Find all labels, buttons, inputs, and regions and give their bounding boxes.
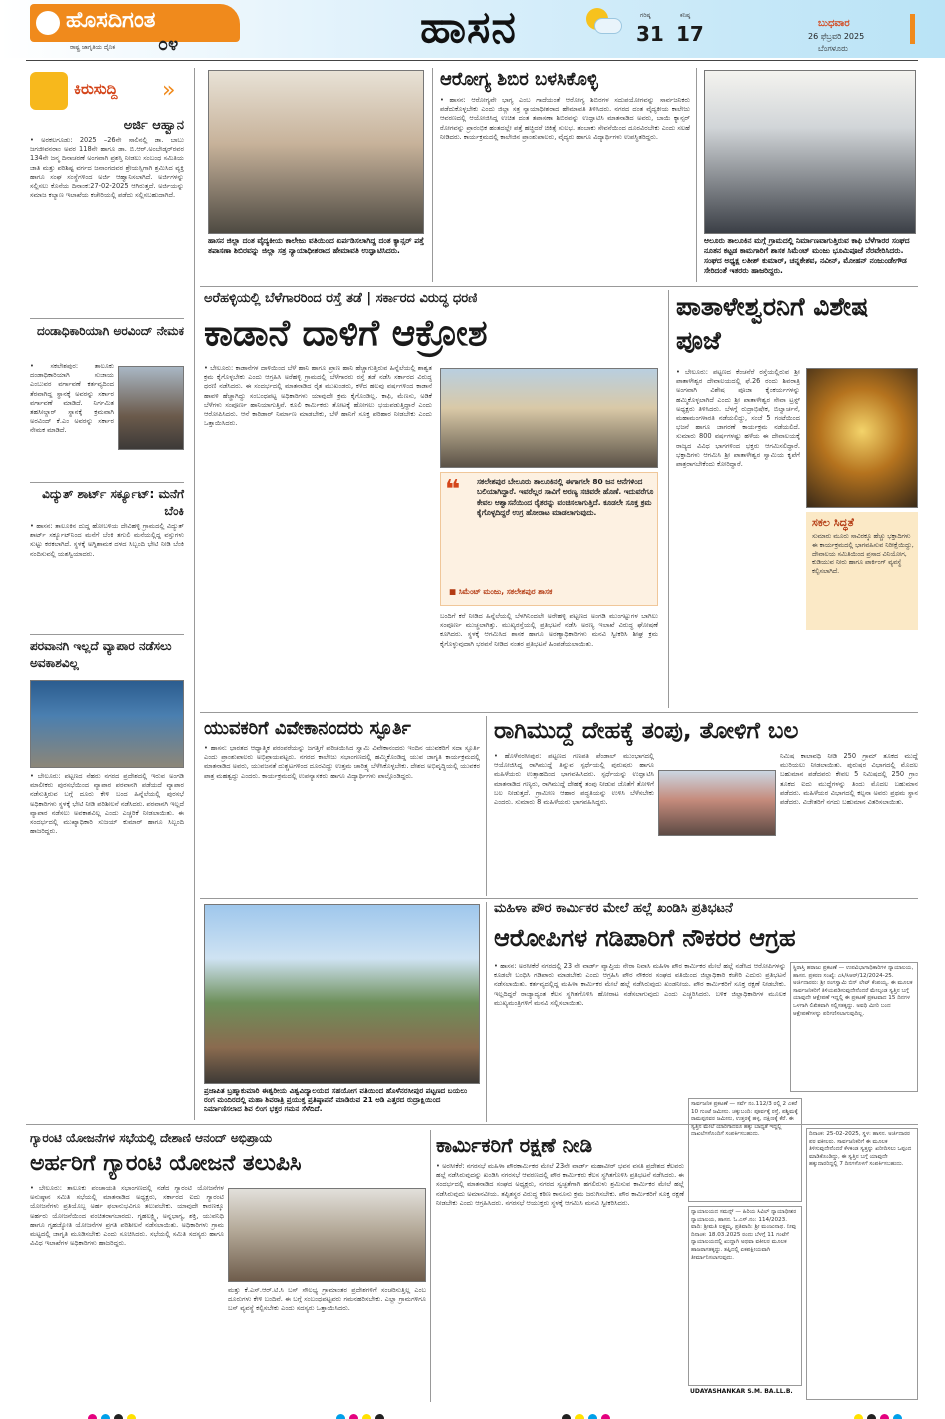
story-body: • ಹಾಸನ: ಅರಸೀಕೆರೆ ನಗರದಲ್ಲಿ 23 ನೇ ವಾರ್ಡ್ ವ್ಯಾಪ್ತಿಯ ನೇರಾ ನಿವಾಸಿ ಮಹಿಳಾ ಪೌರ ಕಾರ್ಮಿಕರ ಮೇಲೆ ಹಲ್ಲೆ ನಡೆಸಿದ ಆರೋಪಿಗಳನ್ನು ಕೂಡಲೇ ಬಂಧಿಸಿ ಗಡಿಪಾರು ಮಾಡಬೇಕು ಎಂದು ಆಗ್ರಹಿಸಿ ಪೌರ ನೌಕರರ ಸಂಘದ ವತಿಯಿಂದ ಜಿಲ್ಲಾಧಿಕಾರಿ ಕಚೇರಿ ಎದುರು ಪ್ರತಿಭಟನೆ ನಡೆಸಲಾಯಿತು. ಕರ್ತವ್ಯದಲ್ಲಿದ್ದ ಮಹಿಳಾ ಕಾರ್ಮಿಕರ ಮೇಲೆ ಹಲ್ಲೆ ನಡೆಸಿರುವುದು ಖಂಡನೀಯ. ಪೌರ ಕಾರ್ಮಿಕರಿಗೆ ಸೂಕ್ತ ರಕ್ಷಣೆ ನೀಡಬೇಕು. ಇಲ್ಲದಿದ್ದರೆ ರಾಜ್ಯಾದ್ಯಂತ ಕೆಲಸ ಸ್ಥಗಿತಗೊಳಿಸಿ ಹೋರಾಟ ನಡೆಸಲಾಗುವುದು ಎಂದು ಎಚ್ಚರಿಸಿದರು. ಬಳಿಕ ಜಿಲ್ಲಾಧಿಕಾರಿಗಳ ಮೂಲಕ ಮುಖ್ಯಮಂತ್ರಿಗಳಿಗೆ ಮನವಿ ಸಲ್ಲಿಸಲಾಯಿತು. [494, 962, 786, 1007]
protest-photo [440, 368, 658, 468]
kicker: ಗ್ಯಾರಂಟಿ ಯೋಜನೆಗಳ ಸಭೆಯಲ್ಲಿ ದೇಶಾಣಿ ಆನಂದ್ ಅಭಿಪ್ರಾಯ [30, 1131, 273, 1145]
lotus-icon [36, 11, 60, 35]
advocate-name: UDAYASHANKAR S.M. BA.LL.B. [690, 1388, 793, 1395]
story-body: ನಿಮಿಷ ಕಾಲಾವಧಿ ನೀಡಿ 250 ಗ್ರಾಮ್ ತೂಕದ ಮುದ್ದೆ ಮುರಿಯಲು ನೀಡಲಾಯಿತು. ಪುರುಷರ ವಿಭಾಗದಲ್ಲಿ ಮೊದಲ ಬಹುಮಾನ ಪಡೆದವರು ಕೇವಲ 5 ನಿಮಿಷದಲ್ಲಿ 250 ಗ್ರಾಂ ತೂಕದ ಐದು ಮುದ್ದೆಗಳನ್ನು ತಿಂದು ಮೊದಲ ಬಹುಮಾನ ಪಡೆದರು. ಮಹಿಳೆಯರ ವಿಭಾಗದಲ್ಲಿ ಕಲ್ಪನಾ ಅವರು ಪ್ರಥಮ ಸ್ಥಾನ ಪಡೆದರು. ವಿಜೇತರಿಗೆ ನಗದು ಬಹುಮಾನ ವಿತರಿಸಲಾಯಿತು. [780, 752, 918, 807]
logo-tagline: ರಾಷ್ಟ್ರ ಜಾಗೃತಿಯ ದೈನಿಕ [70, 44, 116, 51]
masthead-logo [30, 4, 240, 42]
story-body: • ಬೇಲೂರು: ತಾಲೂಕು ಪಂಚಾಯತಿ ಸಭಾಂಗಣದಲ್ಲಿ ನಡೆದ ಗ್ಯಾರಂಟಿ ಯೋಜನೆಗಳ ಅನುಷ್ಠಾನ ಸಮಿತಿ ಸಭೆಯಲ್ಲಿ ಮಾತನಾಡಿದ ಅಧ್ಯಕ್ಷರು, ಸರ್ಕಾರದ ಐದು ಗ್ಯಾರಂಟಿ ಯೋಜನೆಗಳು ಪ್ರತಿಯೊಬ್ಬ ಅರ್ಹ ಫಲಾನುಭವಿಗೂ ತಲುಪಬೇಕು. ಯಾವುದೇ ಕಾರಣಕ್ಕೂ ಅರ್ಹರು ಯೋಜನೆಯಿಂದ ವಂಚಿತರಾಗಬಾರದು. ಗೃಹಲಕ್ಷ್ಮಿ, ಅನ್ನಭಾಗ್ಯ, ಶಕ್ತಿ, ಯುವನಿಧಿ ಹಾಗೂ ಗೃಹಜ್ಯೋತಿ ಯೋಜನೆಗಳ ಪ್ರಗತಿ ಪರಿಶೀಲನೆ ನಡೆಸಲಾಯಿತು. ಅಧಿಕಾರಿಗಳು ಗ್ರಾಮ ಮಟ್ಟದಲ್ಲಿ ಜಾಗೃತಿ ಮೂಡಿಸಬೇಕು ಎಂದು ಸೂಚಿಸಿದರು. ಸಭೆಯಲ್ಲಿ ಸಮಿತಿ ಸದಸ್ಯರು ಹಾಗೂ ವಿವಿಧ ಇಲಾಖೆಗಳ ಅಧಿಕಾರಿಗಳು ಹಾಜರಿದ್ದರು. [30, 1184, 224, 1248]
color-registration-marks [334, 1408, 386, 1419]
story-body: • ಹೊಳೆನರಸೀಪುರ: ಪಟ್ಟಣದ ಗಣಪತಿ ಪೆಂಡಾಲ್ ಮುಂಭಾಗದಲ್ಲಿ ಆಯೋಜಿಸಿದ್ದ ರಾಗಿಮುದ್ದೆ ತಿನ್ನುವ ಸ್ಪರ್ಧೆಯಲ್ಲಿ ಪುರುಷರು ಹಾಗೂ ಮಹಿಳೆಯರು ಉತ್ಸಾಹದಿಂದ ಭಾಗವಹಿಸಿದರು. ಸ್ಪರ್ಧೆಯನ್ನು ಉದ್ಘಾಟಿಸಿ ಮಾತನಾಡಿದ ಗಣ್ಯರು, ರಾಗಿಮುದ್ದೆ ದೇಹಕ್ಕೆ ತಂಪು ನೀಡುವ ಜೊತೆಗೆ ತೋಳಿಗೆ ಬಲ ನೀಡುತ್ತದೆ. ಗ್ರಾಮೀಣ ಆಹಾರ ಪದ್ಧತಿಯನ್ನು ಉಳಿಸಿ ಬೆಳೆಸಬೇಕು ಎಂದರು. ಸುಮಾರು 8 ಮಹಿಳೆಯರು ಭಾಗವಹಿಸಿದ್ದರು. [494, 752, 654, 807]
portrait-photo [118, 366, 184, 450]
quote-author: ■ ಸಿಮೆಂಟ್ ಮಂಜು, ಸಕಲೇಶಪುರ ಶಾಸಕ [449, 587, 553, 596]
section-divider [200, 898, 918, 899]
story-title: ದಂಡಾಧಿಕಾರಿಯಾಗಿ ಅರವಿಂದ್ ನೇಮಕ [36, 324, 184, 338]
shop-photo [30, 680, 184, 768]
headline: ಯುವಕರಿಗೆ ವಿವೇಕಾನಂದರು ಸ್ಫೂರ್ತಿ [204, 718, 411, 739]
divider [30, 318, 184, 319]
section-title: ಹಾಸನ [420, 2, 517, 53]
story-body: ಮತ್ತು ಕೆ.ಎಸ್.ಆರ್.ಟಿ.ಸಿ ಬಸ್ ಸೌಲಭ್ಯ ಗ್ರಾಮಾಂತರ ಪ್ರದೇಶಗಳಿಗೆ ಸಂಚರಿಸುತ್ತಿಲ್ಲ ಎಂಬ ದೂರುಗಳು ಕೇಳಿ ಬಂದಿವೆ. ಈ ಬಗ್ಗೆ ಸಂಬಂಧಪಟ್ಟವರು ಗಮನಹರಿಸಬೇಕು. ಎಲ್ಲಾ ಗ್ರಾಮಗಳಿಗೂ ಬಸ್ ವ್ಯವಸ್ಥೆ ಕಲ್ಪಿಸಬೇಕು ಎಂದು ಸದಸ್ಯರು ಒತ್ತಾಯಿಸಿದರು. [228, 1286, 426, 1313]
column-divider [486, 716, 487, 896]
column-divider [486, 902, 487, 1122]
story-body: • ಹಾಸನ: ಭಾರತದ ಆಧ್ಯಾತ್ಮಿಕ ಪರಂಪರೆಯನ್ನು ಜಗತ್ತಿಗೆ ಪರಿಚಯಿಸಿದ ಸ್ವಾಮಿ ವಿವೇಕಾನಂದರು ಇಂದಿನ ಯುವಕರಿಗೆ ಸದಾ ಸ್ಫೂರ್ತಿ ಎಂದು ಪ್ರಾಂಶುಪಾಲರು ಅಭಿಪ್ರಾಯಪಟ್ಟರು. ನಗರದ ಕಾಲೇಜು ಸಭಾಂಗಣದಲ್ಲಿ ಹಮ್ಮಿಕೊಂಡಿದ್ದ ಯುವ ಜಾಗೃತಿ ಕಾರ್ಯಕ್ರಮದಲ್ಲಿ ಮಾತನಾಡಿದ ಅವರು, ಯುವಜನತೆ ದುಶ್ಚಟಗಳಿಂದ ದೂರವಿದ್ದು ಉತ್ತಮ ಚಾರಿತ್ರ್ಯ ಬೆಳೆಸಿಕೊಳ್ಳಬೇಕು. ದೇಶದ ಅಭಿವೃದ್ಧಿಯಲ್ಲಿ ಯುವಕರ ಪಾತ್ರ ಮಹತ್ವದ್ದು ಎಂದರು. ಕಾರ್ಯಕ್ರಮದಲ್ಲಿ ಉಪನ್ಯಾಸಕರು ಹಾಗೂ ವಿದ್ಯಾರ್ಥಿಗಳು ಪಾಲ್ಗೊಂಡಿದ್ದರು. [204, 744, 480, 780]
weather-icon [582, 8, 622, 38]
section-divider [200, 712, 918, 713]
temp-max: 31 [636, 22, 664, 46]
kirusuddi-badge [30, 68, 184, 112]
date-label: 26 ಫೆಬ್ರವರಿ 2025 [808, 32, 865, 41]
column-divider [194, 68, 195, 1120]
story-body: • ಹಾಸನ: ತಾಲೂಕಿನ ದುದ್ದ ಹೋಬಳಿಯ ದೇವಿಹಳ್ಳಿ ಗ್ರಾಮದಲ್ಲಿ ವಿದ್ಯುತ್ ಶಾರ್ಟ್ ಸರ್ಕ್ಯೂಟ್‌ನಿಂದ ಮನೆಗೆ ಬೆಂಕಿ ತಗುಲಿ ಮನೆಯಲ್ಲಿದ್ದ ವಸ್ತುಗಳು ಸುಟ್ಟು ಕರಕಲಾಗಿದೆ. ಸ್ಥಳಕ್ಕೆ ಅಗ್ನಿಶಾಮಕ ದಳದ ಸಿಬ್ಬಂದಿ ಭೇಟಿ ನೀಡಿ ಬೆಂಕಿ ನಂದಿಸುವಲ್ಲಿ ಯಶಸ್ವಿಯಾದರು. [30, 522, 184, 558]
divider [30, 482, 184, 483]
headline: ಕಾಡಾನೆ ದಾಳಿಗೆ ಆಕ್ರೋಶ [204, 313, 488, 354]
kicker: ಮಹಿಳಾ ಪೌರ ಕಾರ್ಮಿಕರ ಮೇಲೆ ಹಲ್ಲೆ ಖಂಡಿಸಿ ಪ್ರತಿಭಟನೆ [494, 901, 733, 916]
story-body: • ಅರಸೀಕೆರೆ: ನಗರಸಭೆ ಮಹಿಳಾ ಪೌರಕಾರ್ಮಿಕರ ಮೇಲೆ 23ನೇ ವಾರ್ಡ್ ಮಹಾವೀರ್ ಭವನ ವಸತಿ ಪ್ರದೇಶದ ಕೆಲವರು ಹಲ್ಲೆ ನಡೆಸಿರುವುದನ್ನು ಖಂಡಿಸಿ ನಗರಸಭೆ ಆವರಣದಲ್ಲಿ ಪೌರ ಕಾರ್ಮಿಕರು ಕೆಲಸ ಸ್ಥಗಿತಗೊಳಿಸಿ ಪ್ರತಿಭಟನೆ ನಡೆಸಿದರು. ಈ ಸಂದರ್ಭದಲ್ಲಿ ಮಾತನಾಡಿದ ಸಂಘದ ಅಧ್ಯಕ್ಷರು, ನಗರದ ಸ್ವಚ್ಛತೆಗಾಗಿ ಹಗಲಿರುಳು ಶ್ರಮಿಸುವ ಕಾರ್ಮಿಕರ ಮೇಲೆ ಹಲ್ಲೆ ನಡೆಸಿರುವುದು ಅಮಾನವೀಯ. ತಪ್ಪಿತಸ್ಥರ ವಿರುದ್ಧ ಕಠಿಣ ಕಾನೂನು ಕ್ರಮ ಜರುಗಿಸಬೇಕು. ಪೌರ ಕಾರ್ಮಿಕರಿಗೆ ಸೂಕ್ತ ರಕ್ಷಣೆ ನೀಡಬೇಕು ಎಂದು ಆಗ್ರಹಿಸಿದರು. ನಗರಸಭೆ ಆಯುಕ್ತರು ಸ್ಥಳಕ್ಕೆ ಆಗಮಿಸಿ ಮನವಿ ಸ್ವೀಕರಿಸಿದರು. [436, 1162, 684, 1207]
masthead-rule [26, 60, 918, 61]
kirusuddi-label: ಕಿರುಸುದ್ದಿ [74, 80, 118, 98]
shivalinga-photo [204, 904, 480, 1084]
story-title: ವಿದ್ಯುತ್ ಶಾರ್ಟ್ ಸರ್ಕ್ಯೂಟ್: ಮನೆಗೆ ಬೆಂಕಿ [42, 487, 184, 518]
headline: ಆರೋಪಿಗಳ ಗಡಿಪಾರಿಗೆ ನೌಕರರ ಆಗ್ರಹ [494, 924, 796, 952]
story-body: • ಬೇಲೂರು: ಕಾಡಾನೆಗಳ ದಾಳಿಯಿಂದ ಬೆಳೆ ಹಾನಿ ಹಾಗೂ ಪ್ರಾಣ ಹಾನಿ ಹೆಚ್ಚಾಗುತ್ತಿರುವ ಹಿನ್ನೆಲೆಯಲ್ಲಿ ಶಾಶ್ವತ ಕ್ರಮ ಕೈಗೊಳ್ಳಬೇಕು ಎಂದು ಆಗ್ರಹಿಸಿ ಅರೆಹಳ್ಳಿ ಗ್ರಾಮದಲ್ಲಿ ಬೆಳೆಗಾರರು ರಸ್ತೆ ತಡೆ ನಡೆಸಿ ಸರ್ಕಾರದ ವಿರುದ್ಧ ಧರಣಿ ನಡೆಸಿದರು. ಈ ಸಂದರ್ಭದಲ್ಲಿ ಮಾತನಾಡಿದ ರೈತ ಮುಖಂಡರು, ಕಳೆದ ಹಲವು ವರ್ಷಗಳಿಂದ ಕಾಡಾನೆ ಹಾವಳಿ ಹೆಚ್ಚಾಗಿದ್ದು ಸಂಬಂಧಪಟ್ಟ ಅಧಿಕಾರಿಗಳು ಯಾವುದೇ ಕ್ರಮ ಕೈಗೊಂಡಿಲ್ಲ. ಕಾಫಿ, ಮೆಣಸು, ಅಡಿಕೆ ಬೆಳೆಗಳು ಸಂಪೂರ್ಣ ಹಾನಿಯಾಗುತ್ತಿವೆ. ಕೂಲಿ ಕಾರ್ಮಿಕರು ತೋಟಕ್ಕೆ ಹೋಗಲು ಭಯಪಡುತ್ತಿದ್ದಾರೆ ಎಂದು ಆರೋಪಿಸಿದರು. ಆನೆ ಕಾರಿಡಾರ್ ನಿರ್ಮಾಣ ಮಾಡಬೇಕು, ಬೆಳೆ ಹಾನಿಗೆ ಸೂಕ್ತ ಪರಿಹಾರ ನೀಡಬೇಕು ಎಂದು ಒತ್ತಾಯಿಸಿದರು. [204, 364, 432, 428]
column-divider [432, 68, 433, 282]
side-box-title: ಸಕಲ ಸಿದ್ಧತೆ [812, 516, 854, 529]
color-registration-marks [560, 1408, 612, 1419]
classified-notice: ದಿನಾಂಕ: 25-02-2025, ಸ್ಥಳ: ಹಾಸನ. ಅರ್ಜಿದಾರರ ಪರ ವಕೀಲರು. ಸಾರ್ವಜನಿಕರಿಗೆ ಈ ಮೂಲಕ ತಿಳಿಸುವುದೇನೆಂದರೆ ಕೆಳಕಂಡ ಸ್ವತ್ತನ್ನು ಖರೀದಿಸಲು ಒಪ್ಪಂದ ಮಾಡಿಕೊಂಡಿದ್ದು, ಈ ಸ್ವತ್ತಿನ ಬಗ್ಗೆ ಯಾವುದೇ ಹಕ್ಕುದಾರರಿದ್ದಲ್ಲಿ 7 ದಿನಗಳೊಳಗೆ ಸಂಪರ್ಕಿಸಬಹುದು. [806, 1128, 918, 1400]
masthead-accent-bar [910, 14, 915, 44]
dental-camp-photo [208, 70, 424, 234]
color-registration-marks [852, 1408, 904, 1419]
divider [30, 634, 184, 635]
quote-icon: ❝ [445, 475, 461, 505]
logo-text: ಹೊಸದಿಗಂತ [66, 8, 156, 33]
city-label: ಬೆಂಗಳೂರು [818, 44, 848, 53]
temp-max-label: ಗರಿಷ್ಠ [640, 12, 651, 19]
meeting-photo [228, 1188, 426, 1282]
eating-contest-photo [658, 770, 776, 836]
color-registration-marks [86, 1408, 138, 1419]
section-divider [200, 286, 918, 287]
column-divider [430, 1130, 431, 1402]
headline: ಅರ್ಹರಿಗೆ ಗ್ಯಾರಂಟಿ ಯೋಜನೆ ತಲುಪಿಸಿ [30, 1151, 302, 1176]
photo-caption: ಆಲೂರು ತಾಲೂಕಿನ ಮಗ್ಗೆ ಗ್ರಾಮದಲ್ಲಿ ನಿರ್ಮಾಣವಾಗುತ್ತಿರುವ ಕಾಫಿ ಬೆಳೆಗಾರರ ಸಂಘದ ನೂತನ ಕಟ್ಟಡ ಕಾಮಗಾರಿಗೆ ಶಾಸಕ ಸಿಮೆಂಟ್ ಮಂಜು ಭೂಮಿಪೂಜೆ ನೆರವೇರಿಸಿದರು. ಸಂಘದ ಅಧ್ಯಕ್ಷ ಲತೀಶ್ ಕುಮಾರ್, ಚನ್ನಕೇಶವ, ನವೀನ್, ಮೋಹನ್ ನಂಜುಂಡೇಗೌಡ ಸೇರಿದಂತೆ ಇತರರು ಹಾಜರಿದ್ದರು. [704, 236, 910, 275]
groundbreaking-photo [704, 70, 916, 234]
classified-notice: ಸಾರ್ವಜನಿಕ ಪ್ರಕಟಣೆ — ಸರ್ವೆ ನಂ.112/3 ರಲ್ಲಿ 2 ಎಕರೆ 10 ಗುಂಟೆ ಜಮೀನು. ಚಕ್ಕುಬಂದಿ: ಪೂರ್ವಕ್ಕೆ ರಸ್ತೆ, ಪಶ್ಚಿಮಕ್ಕೆ ರಾಮಪ್ಪನವರ ಜಮೀನು, ಉತ್ತರಕ್ಕೆ ಹಳ್ಳ, ದಕ್ಷಿಣಕ್ಕೆ ಕೆರೆ. ಈ ಸ್ವತ್ತಿನ ಮೇಲೆ ಯಾರಿಗಾದರೂ ಹಕ್ಕು ಬಾಧ್ಯತೆ ಇದ್ದಲ್ಲಿ ದಾಖಲೆಗಳೊಂದಿಗೆ ಸಂಪರ್ಕಿಸಬಹುದು. [688, 1098, 802, 1202]
story-body: • ಬೇಲೂರು: ಪಟ್ಟಣದ ಕೆಂಚನೆರೆ ರಸ್ತೆಯಲ್ಲಿರುವ ಶ್ರೀ ಪಾತಾಳೇಶ್ವರ ದೇವಾಲಯದಲ್ಲಿ ಫೆ.26 ರಂದು ಶಿವರಾತ್ರಿ ಅಂಗವಾಗಿ ವಿಶೇಷ ಪೂಜಾ ಕೈಂಕರ್ಯಗಳನ್ನು ಹಮ್ಮಿಕೊಳ್ಳಲಾಗಿದೆ ಎಂದು ಶ್ರೀ ಪಾತಾಳೇಶ್ವರ ಸೇವಾ ಟ್ರಸ್ಟ್ ಅಧ್ಯಕ್ಷರು ತಿಳಿಸಿದರು. ಬೆಳಗ್ಗೆ ರುದ್ರಾಭಿಷೇಕ, ಬಿಲ್ವಾರ್ಚನೆ, ಮಹಾಮಂಗಳಾರತಿ ನಡೆಯಲಿದ್ದು, ಸಂಜೆ 5 ಗಂಟೆಯಿಂದ ಭಜನೆ ಹಾಗೂ ಜಾಗರಣೆ ಕಾರ್ಯಕ್ರಮ ನಡೆಯಲಿದೆ. ಸುಮಾರು 800 ವರ್ಷಗಳಷ್ಟು ಹಳೆಯ ಈ ದೇವಾಲಯಕ್ಕೆ ರಾಜ್ಯದ ವಿವಿಧ ಭಾಗಗಳಿಂದ ಭಕ್ತರು ಆಗಮಿಸಲಿದ್ದಾರೆ. ಭಕ್ತಾದಿಗಳು ಆಗಮಿಸಿ ಶ್ರೀ ಪಾತಾಳೇಶ್ವರ ಸ್ವಾಮಿಯ ಕೃಪೆಗೆ ಪಾತ್ರರಾಗಬೇಕೆಂದು ಕೋರಿದ್ದಾರೆ. [676, 368, 800, 469]
story-title: ಪರವಾನಗಿ ಇಲ್ಲದೆ ವ್ಯಾಪಾರ ನಡೆಸಲು ಅವಕಾಶವಿಲ್ಲ [30, 639, 172, 670]
temp-min-label: ಕನಿಷ್ಠ [680, 12, 691, 19]
headline: ಪಾತಾಳೇಶ್ವರನಿಗೆ ವಿಶೇಷ ಪೂಜೆ [676, 292, 869, 355]
kicker: ಅರೆಹಳ್ಳಿಯಲ್ಲಿ ಬೆಳೆಗಾರರಿಂದ ರಸ್ತೆ ತಡೆ | ಸರ್ಕಾರದ ವಿರುದ್ಧ ಧರಣಿ [204, 291, 478, 306]
side-box [806, 512, 918, 630]
story-body: ಬಂದಿಗೆ ಕರೆ ನೀಡಿದ ಹಿನ್ನೆಲೆಯಲ್ಲಿ ಬೆಳಗಿನಿಂದಲೇ ಅರೇಹಳ್ಳಿ ಪಟ್ಟಣದ ಅಂಗಡಿ ಮುಂಗಟ್ಟುಗಳ ಬಾಗಿಲು ಸಂಪೂರ್ಣ ಮುಚ್ಚಲಾಗಿತ್ತು. ಮುಖ್ಯರಸ್ತೆಯಲ್ಲಿ ಪ್ರತಿಭಟನೆ ನಡೆಸಿ ಅರಣ್ಯ ಇಲಾಖೆ ವಿರುದ್ಧ ಘೋಷಣೆ ಕೂಗಿದರು. ಸ್ಥಳಕ್ಕೆ ಆಗಮಿಸಿದ ಶಾಸಕ ಹಾಗೂ ಅರಣ್ಯಾಧಿಕಾರಿಗಳು ಮನವಿ ಸ್ವೀಕರಿಸಿ ಶೀಘ್ರ ಕ್ರಮ ಕೈಗೊಳ್ಳುವುದಾಗಿ ಭರವಸೆ ನೀಡಿದ ನಂತರ ಪ್ರತಿಭಟನೆ ಹಿಂಪಡೆಯಲಾಯಿತು. [440, 612, 658, 648]
photo-caption: ಪ್ರಜಾಪಿತ ಬ್ರಹ್ಮಾಕುಮಾರಿ ಈಶ್ವರೀಯ ವಿಶ್ವವಿದ್ಯಾಲಯದ ಸಹಯೋಗ ವತಿಯಿಂದ ಹೊಳೆನರಸೀಪುರ ಪಟ್ಟಣದ ಬಯಲು ರಂಗ ಮಂದಿರದಲ್ಲಿ ಮಹಾ ಶಿವರಾತ್ರಿ ಪ್ರಯುಕ್ತ ಪ್ರತಿಷ್ಠಾಪನೆ ಮಾಡಿರುವ 21 ಅಡಿ ಎತ್ತರದ ರುದ್ರಾಕ್ಷಿಯಿಂದ ನಿರ್ಮಾಣಿಸಲಾದ ಶಿವ ಲಿಂಗ ಭಕ್ತರ ಗಮನ ಸೆಳೆದಿದೆ. [204, 1086, 468, 1113]
story-body: • ಸಕಲೇಶಪುರ: ತಾಲೂಕು ದಂಡಾಧಿಕಾರಿಯಾಗಿ ಸುಜಾಯ ಎಂಬುವರ ವರ್ಗಾವಣೆ ಕರ್ತವ್ಯದಿಂದ ತೆರವಾಗಿದ್ದ ಸ್ಥಾನಕ್ಕೆ ಅವರನ್ನು ಸರ್ಕಾರ ವರ್ಗಾವಣೆ ಮಾಡಿದೆ. ನಿರ್ಗಮಿತ ತಹಸೀಲ್ದಾರ್ ಸ್ಥಾನಕ್ಕೆ ಕ್ರಮವಾಗಿ ಅರವಿಂದ್ ಕೆ.ಎಂ ಅವರನ್ನು ಸರ್ಕಾರ ನೇಮಕ ಮಾಡಿದೆ. [30, 362, 114, 435]
temp-min: 17 [676, 22, 704, 46]
story-body: • ಬೇಲೂರು: ಪಟ್ಟಣದ ನೆಹರು ನಗರದ ಪ್ರದೇಶದಲ್ಲಿ ಇರುವ ಅಂಗಡಿ ಮಾಲೀಕರು ಪುರಸಭೆಯಿಂದ ವ್ಯಾಪಾರ ಪರವಾನಗಿ ಪಡೆಯದೆ ವ್ಯಾಪಾರ ನಡೆಸುತ್ತಿರುವ ಬಗ್ಗೆ ದೂರು ಕೇಳಿ ಬಂದ ಹಿನ್ನೆಲೆಯಲ್ಲಿ ಪುರಸಭೆ ಅಧಿಕಾರಿಗಳು ಸ್ಥಳಕ್ಕೆ ಭೇಟಿ ನೀಡಿ ಪರಿಶೀಲನೆ ನಡೆಸಿದರು. ಪರವಾನಗಿ ಇಲ್ಲದೆ ವ್ಯಾಪಾರ ನಡೆಸಲು ಅವಕಾಶವಿಲ್ಲ ಎಂದು ಎಚ್ಚರಿಕೆ ನೀಡಲಾಯಿತು. ಈ ಸಂದರ್ಭದಲ್ಲಿ ಮುಖ್ಯಾಧಿಕಾರಿ ಸುಜಯ್ ಕುಮಾರ್ ಹಾಗೂ ಸಿಬ್ಬಂದಿ ಹಾಜರಿದ್ದರು. [30, 772, 184, 836]
quote-text: ಸಕಲೇಶಪುರ ಬೇಲೂರು ತಾಲೂಕಿನಲ್ಲಿ ಈಗಾಗಲೇ 80 ಜನ ಆನೆಗಳಿಂದ ಬಲಿಯಾಗಿದ್ದಾರೆ. ಇವರೆಲ್ಲರ ಸಾವಿಗೆ ಅರಣ್ಯ ಸಚಿವರೇ ಹೊಣೆ. ಇದುವರೆಗೂ ಕೇವಲ ಆಶ್ವಾಸನೆಯಿಂದ ರೈತರನ್ನು ವಂಚಿಸಲಾಗುತ್ತಿದೆ. ಕೂಡಲೇ ಸೂಕ್ತ ಕ್ರಮ ಕೈಗೊಳ್ಳದಿದ್ದರೆ ಉಗ್ರ ಹೋರಾಟ ಮಾಡಲಾಗುವುದು. [477, 477, 654, 518]
side-box-body: ಸುಮಾರು ಮೂರು ಸಾವಿರಕ್ಕೂ ಹೆಚ್ಚು ಭಕ್ತಾದಿಗಳು ಈ ಕಾರ್ಯಕ್ರಮದಲ್ಲಿ ಭಾಗವಹಿಸುವ ನಿರೀಕ್ಷೆಯಿದ್ದು, ದೇವಾಲಯ ಸಮಿತಿಯಿಂದ ಪ್ರಸಾದ ವಿನಿಯೋಗ, ಕುಡಿಯುವ ನೀರು ಹಾಗೂ ಪಾರ್ಕಿಂಗ್ ವ್ಯವಸ್ಥೆ ಕಲ್ಪಿಸಲಾಗಿದೆ. [812, 532, 914, 576]
pull-quote [440, 472, 658, 606]
column-divider [668, 290, 669, 708]
column-divider [696, 68, 697, 282]
photo-caption: ಹಾಸನ ಜಿಲ್ಲಾ ದಂತ ವೈದ್ಯಕೀಯ ಕಾಲೇಜು ವತಿಯಿಂದ ಏರ್ಪಡಿಸಲಾಗಿದ್ದ ದಂತ ಕ್ಯಾನ್ಸರ್ ಪತ್ತೆ ತಪಾಸಣಾ ಶಿಬಿರವನ್ನು ಜಿಲ್ಲಾ ಸತ್ರ ನ್ಯಾಯಾಧೀಶರಾದ ಹೇಮಾವತಿ ಉದ್ಘಾಟಿಸಿದರು. [208, 236, 424, 255]
classified-notice: ನ್ಯಾಯಾಲಯದ ಸಮನ್ಸ್ — ಹಿರಿಯ ಸಿವಿಲ್ ನ್ಯಾಯಾಧೀಶರ ನ್ಯಾಯಾಲಯ, ಹಾಸನ. ಓ.ಎಸ್.ನಂ: 114/2023. ವಾದಿ: ಶ್ರೀಮತಿ ಲಕ್ಷ್ಮಮ್ಮ. ಪ್ರತಿವಾದಿ: ಶ್ರೀ ಮಂಜುನಾಥ. ನೀವು ದಿನಾಂಕ: 18.03.2025 ರಂದು ಬೆಳಗ್ಗೆ 11 ಗಂಟೆಗೆ ನ್ಯಾಯಾಲಯದಲ್ಲಿ ಖುದ್ದಾಗಿ ಅಥವಾ ವಕೀಲರ ಮೂಲಕ ಹಾಜರಾಗತಕ್ಕದ್ದು. ತಪ್ಪಿದಲ್ಲಿ ಏಕಪಕ್ಷೀಯವಾಗಿ ತೀರ್ಮಾನಿಸಲಾಗುವುದು. [688, 1206, 802, 1386]
chevron-right-icon: » [162, 78, 176, 103]
page-number: ೦೪ [158, 34, 179, 55]
story-title: ಅರ್ಜಿ ಆಹ್ವಾನ [123, 118, 184, 133]
story-body: • ಅರಕಲಗೂಡು: 2025 –26ನೇ ಸಾಲಿನಲ್ಲಿ ಡಾ. ಬಾಬು ಜಗಜೀವನರಾಂ ಅವರ 118ನೇ ಹಾಗೂ ಡಾ. ಬಿ.ಆರ್.ಅಂಬೇಡ್ಕರ್‌ರವರ 134ನೇ ಜನ್ಮ ದಿನಾಚರಣೆ ಅಂಗವಾಗಿ ಪ್ರಶಸ್ತಿ ನೀಡಲು ಸಂಬಂಧ ಸಮಿತಿಯ ಜಾತಿ ಮತ್ತು ಪರಿಶಿಷ್ಟ ವರ್ಗದ ಜನಾಂಗದವರ ಶ್ರೇಯಸ್ಸಿಗಾಗಿ ಶ್ರಮಿಸಿದ ವ್ಯಕ್ತಿ ಹಾಗೂ ಸಂಘ ಸಂಸ್ಥೆಗಳಿಂದ ಅರ್ಜಿ ಆಹ್ವಾನಿಸಲಾಗಿದೆ. ಅರ್ಜಿಗಳನ್ನು ಸಲ್ಲಿಸಲು ಕೊನೆಯ ದಿನಾಂಕ:27-02-2025 ಆಗಿರುತ್ತದೆ. ಅರ್ಜಿಯನ್ನು ಸಮಾಜ ಕಲ್ಯಾಣ ಇಲಾಖೆಯ ಕಚೇರಿಯಲ್ಲಿ ಪಡೆದು ಸಲ್ಲಿಸಬಹುದಾಗಿದೆ. [30, 136, 184, 200]
headline: ಆರೋಗ್ಯ ಶಿಬಿರ ಬಳಸಿಕೊಳ್ಳಿ [440, 69, 598, 90]
story-body: • ಹಾಸನ: ಆರೋಗ್ಯವೇ ಭಾಗ್ಯ ಎಂಬ ಗಾದೆಯಂತೆ ಆರೋಗ್ಯ ಶಿಬಿರಗಳ ಸದುಪಯೋಗವನ್ನು ಸಾರ್ವಜನಿಕರು ಪಡೆದುಕೊಳ್ಳಬೇಕು ಎಂದು ಜಿಲ್ಲಾ ಸತ್ರ ನ್ಯಾಯಾಧೀಶರಾದ ಹೇಮಾವತಿ ತಿಳಿಸಿದರು. ನಗರದ ದಂತ ವೈದ್ಯಕೀಯ ಕಾಲೇಜು ಆವರಣದಲ್ಲಿ ಆಯೋಜಿಸಿದ್ದ ಉಚಿತ ದಂತ ತಪಾಸಣಾ ಶಿಬಿರವನ್ನು ಉದ್ಘಾಟಿಸಿ ಮಾತನಾಡಿದ ಅವರು, ಬಾಯಿ ಕ್ಯಾನ್ಸರ್ ರೋಗವನ್ನು ಪ್ರಾರಂಭಿಕ ಹಂತದಲ್ಲೇ ಪತ್ತೆ ಹಚ್ಚಿದರೆ ಚಿಕಿತ್ಸೆ ಸುಲಭ. ತಂಬಾಕು ಸೇವನೆಯಿಂದ ದೂರವಿರಬೇಕು ಎಂದು ಸಲಹೆ ನೀಡಿದರು. ಕಾರ್ಯಕ್ರಮದಲ್ಲಿ ಕಾಲೇಜಿನ ಪ್ರಾಂಶುಪಾಲರು, ವೈದ್ಯರು ಹಾಗೂ ವಿದ್ಯಾರ್ಥಿಗಳು ಉಪಸ್ಥಿತರಿದ್ದರು. [440, 96, 690, 141]
deity-photo [806, 368, 918, 508]
classified-notice: ಸ್ಥಿರಾಸ್ತಿ ಹರಾಜು ಪ್ರಕಟಣೆ — ಉಪವಿಭಾಗಾಧಿಕಾರಿಗಳ ನ್ಯಾಯಾಲಯ, ಹಾಸನ. ಪ್ರಕರಣ ಸಂಖ್ಯೆ: ಎಸಿ/ಸಿಆರ್/12/2024-25. ಅರ್ಜಿದಾರರು: ಶ್ರೀ ರಂಗಸ್ವಾಮಿ ಬಿನ್ ಲೇಟ್ ಕೆಂಪಯ್ಯ. ಈ ಮೂಲಕ ಸಾರ್ವಜನಿಕರಿಗೆ ತಿಳಿಯಪಡಿಸುವುದೇನೆಂದರೆ ಮೇಲ್ಕಂಡ ಸ್ವತ್ತಿನ ಬಗ್ಗೆ ಯಾವುದೇ ಆಕ್ಷೇಪಣೆ ಇದ್ದಲ್ಲಿ ಈ ಪ್ರಕಟಣೆ ಪ್ರಕಟವಾದ 15 ದಿನಗಳ ಒಳಗಾಗಿ ಲಿಖಿತವಾಗಿ ಸಲ್ಲಿಸತಕ್ಕದ್ದು. ಅವಧಿ ಮೀರಿ ಬಂದ ಆಕ್ಷೇಪಣೆಗಳನ್ನು ಪರಿಗಣಿಸಲಾಗುವುದಿಲ್ಲ. [790, 962, 918, 1092]
day-label: ಬುಧವಾರ [818, 18, 850, 29]
headline: ರಾಗಿಮುದ್ದೆ ದೇಹಕ್ಕೆ ತಂಪು, ತೋಳಿಗೆ ಬಲ [494, 718, 799, 744]
megaphone-icon [30, 72, 68, 110]
headline: ಕಾರ್ಮಿಕರಿಗೆ ರಕ್ಷಣೆ ನೀಡಿ [436, 1133, 593, 1157]
